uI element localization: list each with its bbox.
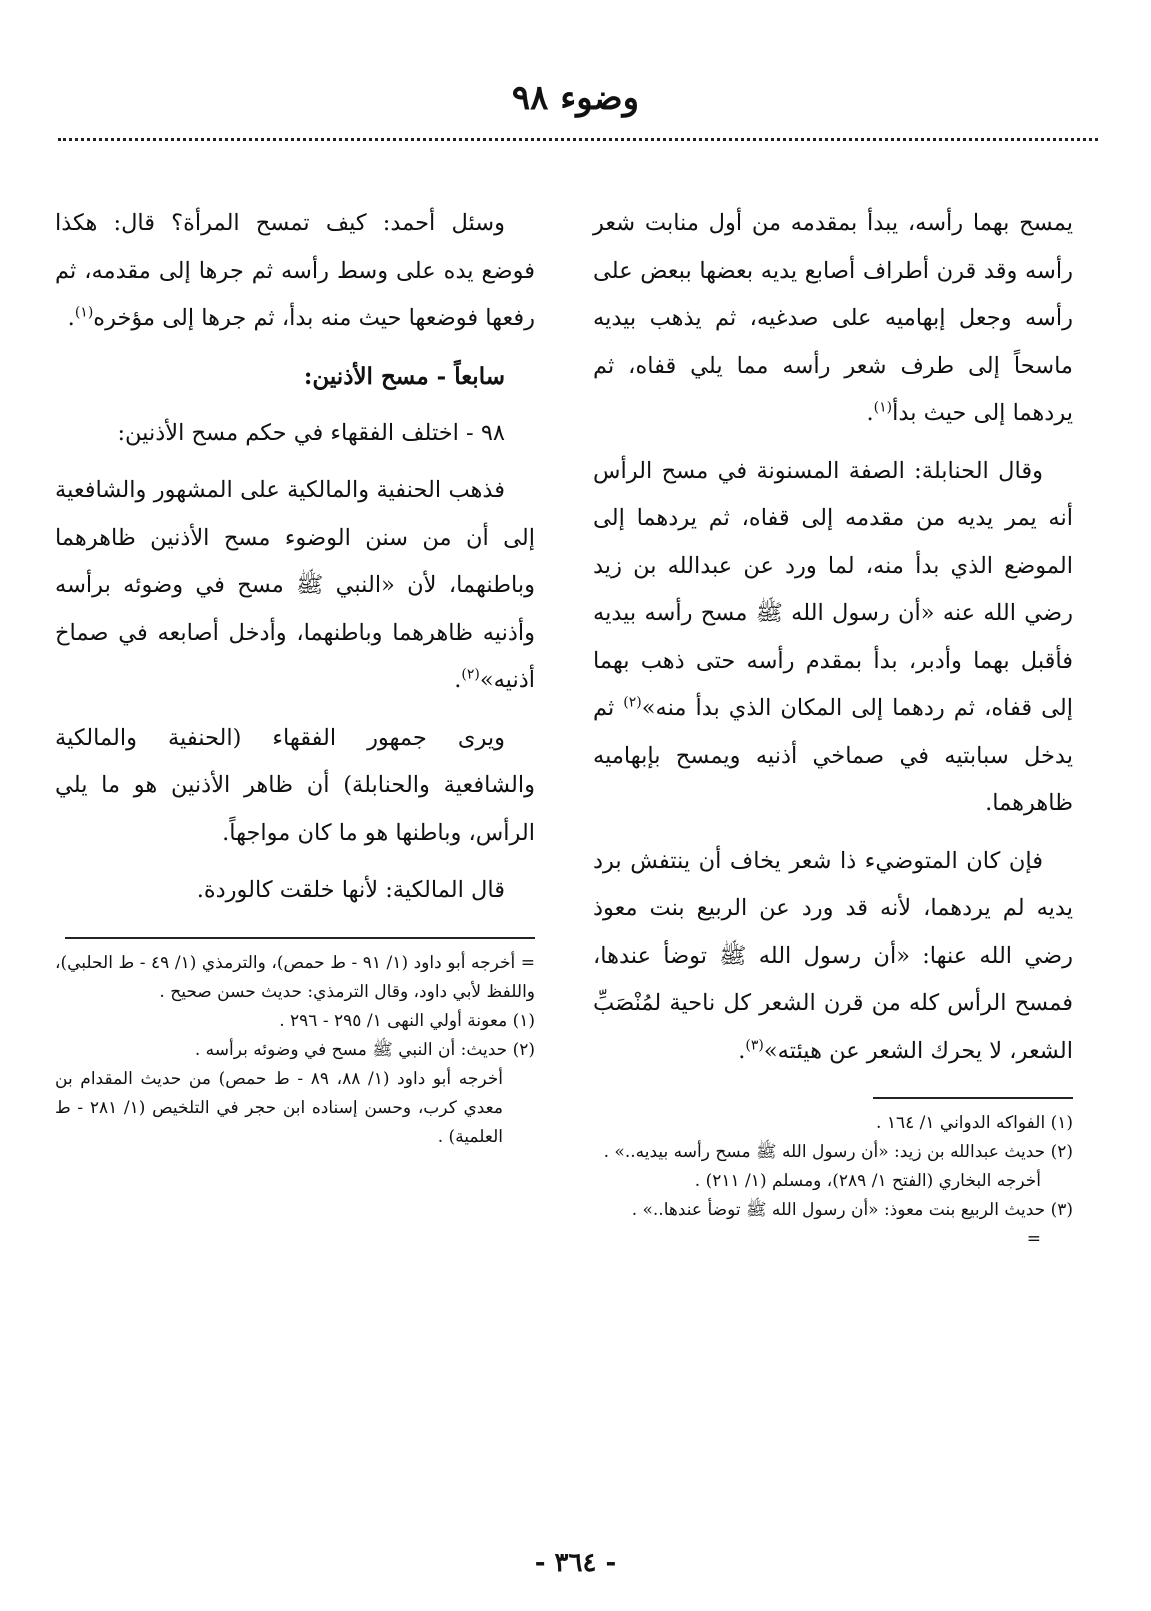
footnote-continuation: أخرجه البخاري (الفتح ١/ ٢٨٩)، ومسلم (١/ ٢١١) . [694, 1171, 1041, 1191]
page-number: - ٣٦٤ - [534, 1548, 617, 1578]
footnote-continuation: أخرجه أبو داود (١/ ٨٨، ٨٩ - ط حمص) من حديث المقدام بن معدي كرب، وحسن إسناده ابن حجر في التلخيص (١/ ٢٨١ - ط العلمية) . [55, 1068, 503, 1147]
left-column [55, 200, 535, 1152]
footnote-ref: (٢) [623, 694, 642, 711]
paragraph: فذهب الحنفية والمالكية على المشهور والشافعية إلى أن من سنن الوضوء مسح الأذنين ظاهرهما وباطنهما، لأن «النبي ﷺ مسح في وضوئه برأسه وأذنيه ظاهرهما وباطنهما، وأدخل أصابعه في صماخ أذنيه»$^{(٢)}$. [55, 477, 535, 693]
section-heading: سابعاً - مسح الأذنين: [303, 362, 505, 390]
paragraph: فإن كان المتوضيء ذا شعر يخاف أن ينتفش برد يديه لم يردهما، لأنه قد ورد عن الربيع بنت معوذ رضي الله عنها: «أن رسول الله ﷺ توضأ عندها، فمسح الرأس كله من قرن الشعر كل ناحية لمُنْصَبِّ الشعر، لا يحرك الشعر عن هيئته»$^{(٣)}$. [593, 847, 1073, 1064]
header-dotted-divider [58, 138, 1098, 141]
paragraph: قال المالكية: لأنها خلقت كالوردة. [196, 877, 505, 903]
paragraph: وقال الحنابلة: الصفة المسنونة في مسح الرأس أنه يمر يديه من مقدمه إلى قفاه، ثم يردهما إلى الموضع الذي بدأ منه، لما ورد عن عبدالله بن زيد رضي الله عنه «أن رسول الله ﷺ مسح رأسه بيديه فأقبل بهما وأدبر، بدأ بمقدم رأسه حتى ذهب بهما إلى قفاه، ثم ردهما إلى المكان الذي بدأ منه»$^{(٢)}$ ثم يدخل سبابتيه في صماخي أذنيه ويمسح بإبهاميه ظاهرهما. [593, 457, 1073, 816]
footnote: (٣) حديث الربيع بنت معوذ: «أن رسول الله ﷺ توضأ عندها..» . [631, 1200, 1073, 1220]
footnote-ref: (١) [873, 399, 893, 416]
footnote-continuation: = أخرجه أبو داود (١/ ٩١ - ط حمص)، والترمذي (١/ ٤٩ - ط الحلبي)، واللفظ لأبي داود، وقال الترمذي: حديث حسن صحيح . [55, 952, 536, 1002]
footnote-ref: (٢) [461, 666, 480, 683]
footnote-divider [873, 1097, 1073, 1099]
footnote: (١) الفواكه الدواني ١/ ١٦٤ . [876, 1113, 1073, 1133]
footnote-ref: (١) [74, 304, 94, 321]
footnote: (١) معونة أولي النهى ١/ ٢٩٥ - ٢٩٦ . [279, 1010, 535, 1031]
footnote: (٢) حديث عبدالله بن زيد: «أن رسول الله ﷺ مسح رأسه بيديه..» . [603, 1142, 1073, 1162]
footnote-divider [65, 937, 535, 939]
paragraph: يمسح بهما رأسه، يبدأ بمقدمه من أول منابت شعر رأسه وقد قرن أطراف أصابع يديه بعضها ببعض على رأسه وجعل إبهاميه على صدغيه، ثم يذهب بيديه ماسحاً إلى طرف شعر رأسه مما يلي قفاه، ثم يردهما إلى حيث بدأ$^{(١)}$. [593, 210, 1073, 426]
right-column [593, 200, 1073, 1254]
paragraph: وسئل أحمد: كيف تمسح المرأة؟ قال: هكذا فوضع يده على وسط رأسه ثم جرها إلى مقدمه، ثم رفعها فوضعها حيث منه بدأ، ثم جرها إلى مؤخره$^{(١)}$. [55, 210, 535, 331]
paragraph: ويرى جمهور الفقهاء (الحنفية والمالكية والشافعية والحنابلة) أن ظاهر الأذنين هو ما يلي الرأس، وباطنها هو ما كان مواجهاً. [55, 724, 535, 846]
footnote: (٢) حديث: أن النبي ﷺ مسح في وضوئه برأسه . [194, 1039, 535, 1060]
footnote-ref: (٣) [745, 1037, 764, 1053]
paragraph: ٩٨ - اختلف الفقهاء في حكم مسح الأذنين: [117, 419, 505, 446]
footnote-continuation-mark: = [1026, 1229, 1041, 1249]
page-title: وضوء ٩٨ [511, 78, 640, 118]
